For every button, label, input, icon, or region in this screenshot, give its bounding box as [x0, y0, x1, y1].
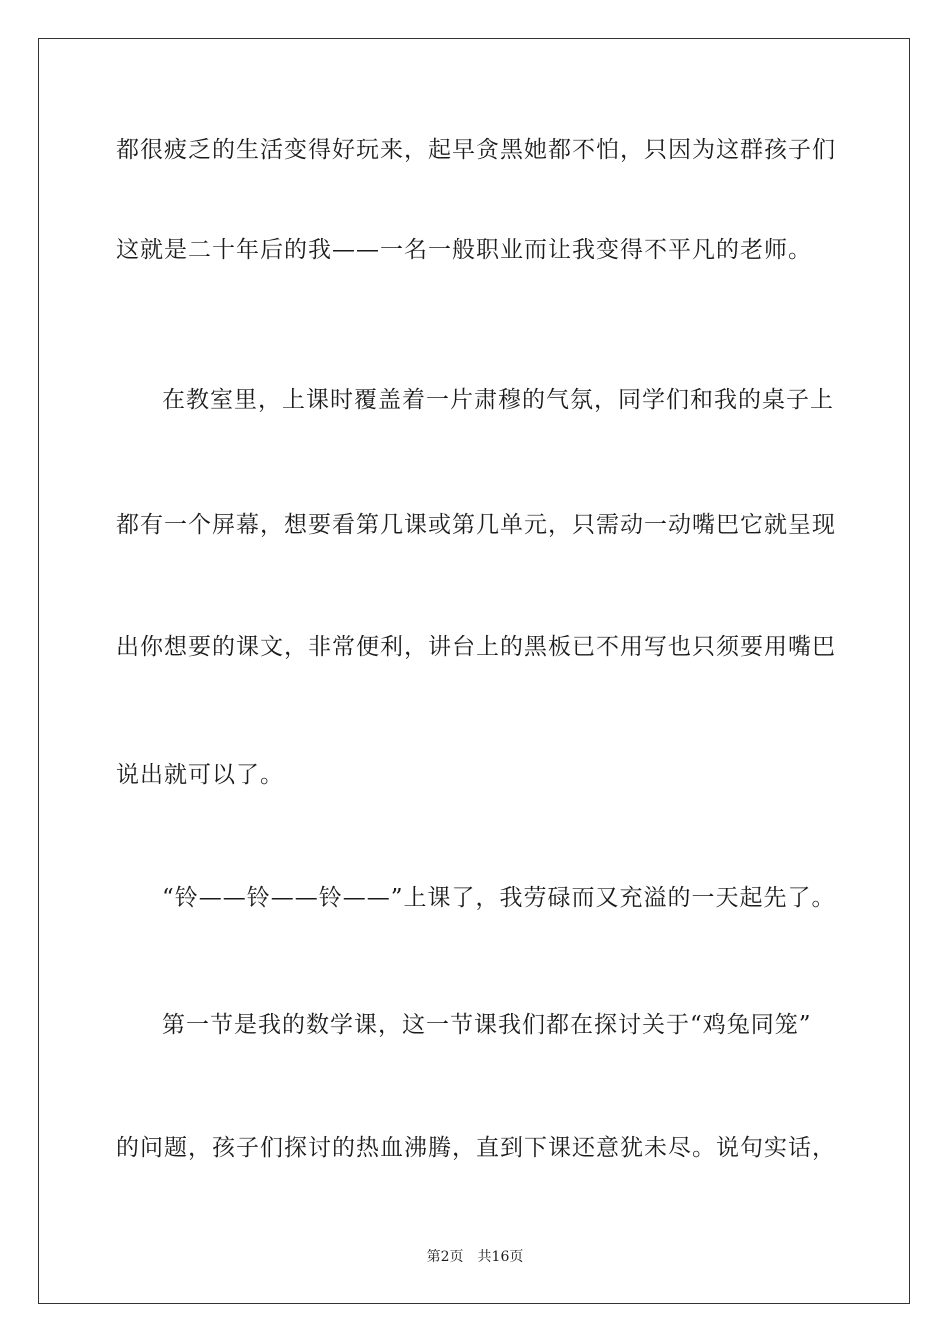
text-line-2: 这就是二十年后的我——一名一般职业而让我变得不平凡的老师。 [116, 237, 812, 263]
text-line-7: “铃——铃——铃——”上课了，我劳碌而又充溢的一天起先了。 [162, 885, 836, 911]
text-line-3: 在教室里，上课时覆盖着一片肃穆的气氛，同学们和我的桌子上 [162, 387, 834, 413]
text-line-1: 都很疲乏的生活变得好玩来，起早贪黑她都不怕，只因为这群孩子们 [116, 137, 836, 163]
text-line-4: 都有一个屏幕，想要看第几课或第几单元，只需动一动嘴巴它就呈现 [116, 512, 836, 538]
page-total: 共16页 [477, 1249, 524, 1265]
page-footer [0, 1248, 950, 1266]
text-line-9: 的问题，孩子们探讨的热血沸腾，直到下课还意犹未尽。说句实话， [116, 1135, 836, 1161]
text-line-6: 说出就可以了。 [116, 762, 284, 788]
text-line-5: 出你想要的课文，非常便利，讲台上的黑板已不用写也只须要用嘴巴 [116, 634, 836, 660]
text-line-8: 第一节是我的数学课，这一节课我们都在探讨关于“鸡兔同笼” [162, 1012, 812, 1038]
page-number: 第2页 [426, 1249, 464, 1265]
page-border [38, 38, 910, 1304]
